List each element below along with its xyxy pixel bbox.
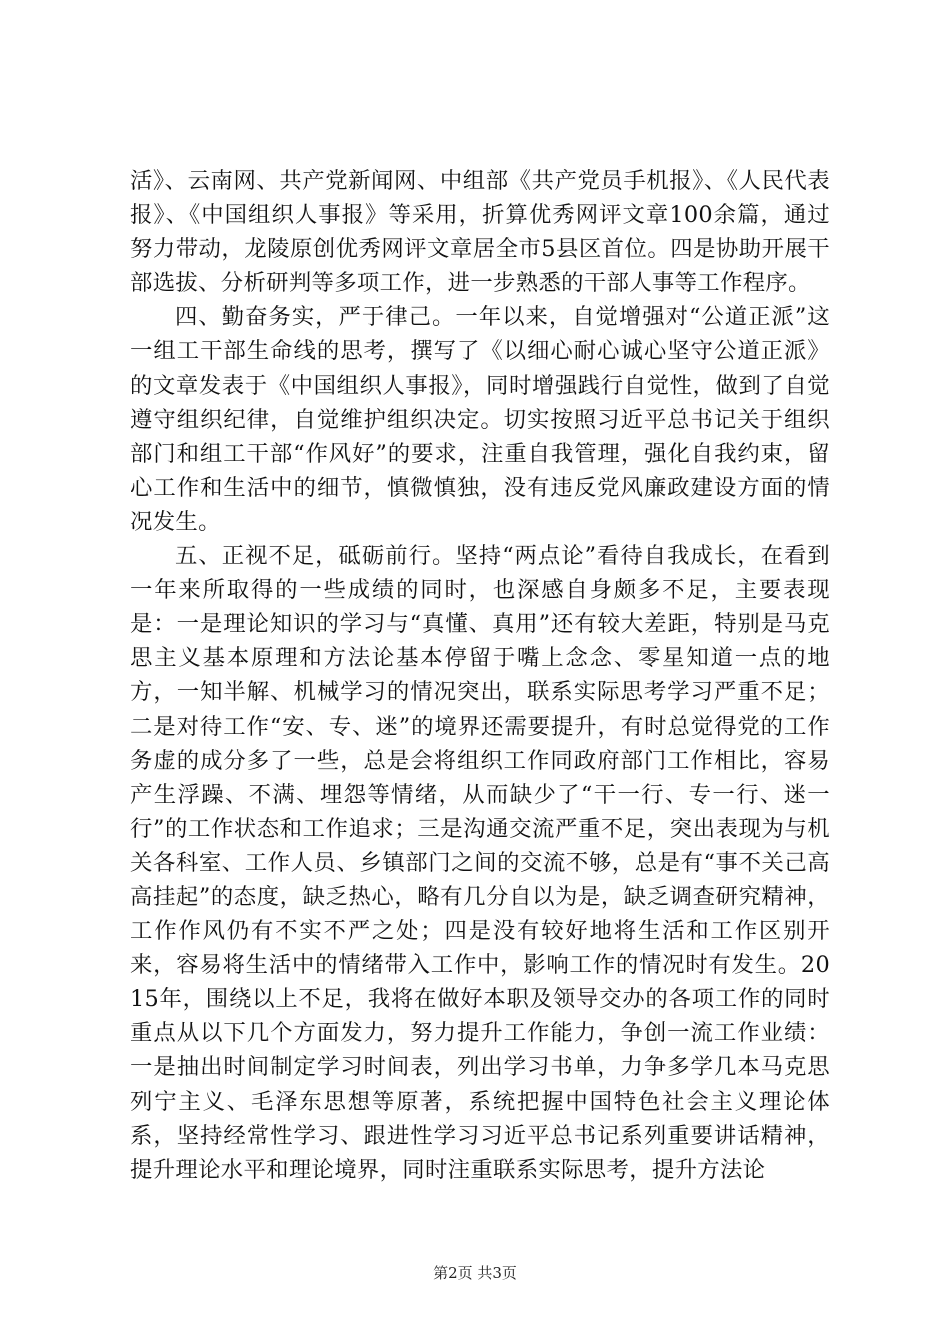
page-number-footer: 第2页 共3页 [433, 1264, 517, 1282]
paragraph-section-four: 四、勤奋务实，严于律己。一年以来，自觉增强对“公道正派”这一组工干部生命线的思考，撰写了《以细心耐心诚心坚守公道正派》的文章发表于《中国组织人事报》，同时增强践行自觉性，做到了自觉遵守组织纪律，自觉维护组织决定。切实按照习近平总书记关于组织部门和组工干部“作风好”的要求，注重自我管理，强化自我约束，留心工作和生活中的细节，慎微慎独，没有违反党风廉政建设方面的情况发生。 [130, 304, 830, 535]
document-body [130, 164, 830, 1187]
paragraph-continuation: 活》、云南网、共产党新闻网、中组部《共产党员手机报》、《人民代表报》、《中国组织人事报》等采用，折算优秀网评文章100余篇，通过努力带动，龙陵原创优秀网评文章居全市5县区首位。四是协助开展干部选拔、分析研判等多项工作，进一步熟悉的干部人事等工作程序。 [130, 168, 830, 297]
paragraph-section-five: 五、正视不足，砥砺前行。坚持“两点论”看待自我成长，在看到一年来所取得的一些成绩的同时，也深感自身颇多不足，主要表现是：一是理论知识的学习与“真懂、真用”还有较大差距，特别是马克思主义基本原理和方法论基本停留于嘴上念念、零星知道一点的地方，一知半解、机械学习的情况突出，联系实际思考学习严重不足；二是对待工作“安、专、迷”的境界还需要提升，有时总觉得党的工作务虚的成分多了一些，总是会将组织工作同政府部门工作相比，容易产生浮躁、不满、埋怨等情绪，从而缺少了“干一行、专一行、迷一行”的工作状态和工作追求；三是沟通交流严重不足，突出表现为与机关各科室、工作人员、乡镇部门之间的交流不够，总是有“事不关己高高挂起”的态度，缺乏热心，略有几分自以为是，缺乏调查研究精神，工作作风仍有不实不严之处；四是没有较好地将生活和工作区别开来，容易将生活中的情绪带入工作中，影响工作的情况时有发生。2015年，围绕以上不足，我将在做好本职及领导交办的各项工作的同时重点从以下几个方面发力，努力提升工作能力，争创一流工作业绩：一是抽出时间制定学习时间表，列出学习书单，力争多学几本马克思列宁主义、毛泽东思想等原著，系统把握中国特色社会主义理论体系，坚持经常性学习、跟进性学习习近平总书记系列重要讲话精神，提升理论水平和理论境界，同时注重联系实际思考，提升方法论 [130, 543, 830, 1183]
